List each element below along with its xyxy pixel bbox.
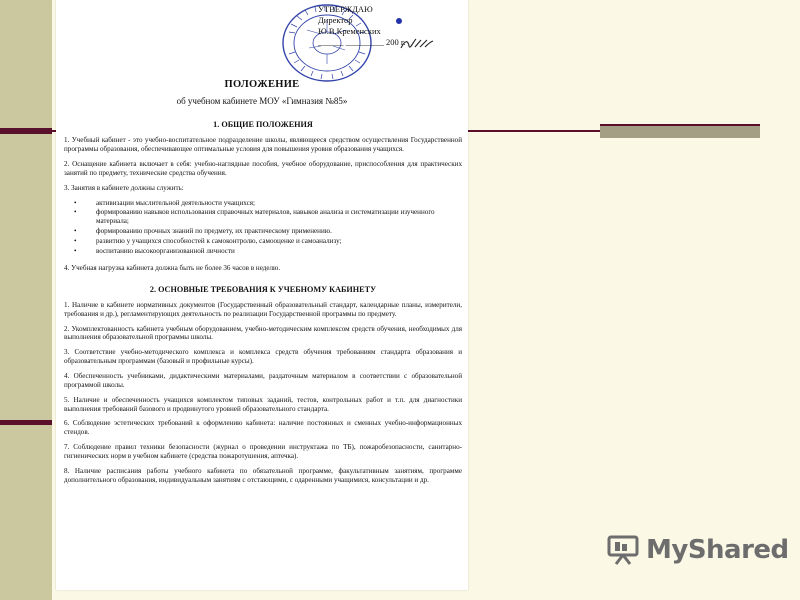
left-decor-band [0, 0, 52, 600]
list-item-text: развитию у учащихся способностей к самоконтролю, самооценке и самоанализу; [96, 236, 342, 245]
paragraph: 6. Соблюдение эстетических требований к оформлению кабинета: наличие постоянных и сменных учебно-информационных стендов. [64, 419, 462, 437]
section-2-title: 2. ОСНОВНЫЕ ТРЕБОВАНИЯ К УЧЕБНОМУ КАБИНЕТУ [149, 284, 377, 294]
approve-label: УТВЕРЖДАЮ [318, 4, 373, 14]
document-body [64, 120, 462, 491]
list-item-text: формированию прочных знаний по предмету, их практическому применению. [96, 227, 332, 236]
approve-date: ______ _________ 200 г. [318, 37, 406, 48]
list-item [74, 208, 462, 226]
paragraph: 4. Учебная нагрузка кабинета должна быть не более 36 часов в неделю. [64, 263, 281, 272]
rule-accent-line [600, 124, 760, 126]
list-item [74, 237, 462, 246]
approval-block [318, 4, 458, 48]
list-item-text: активизации мыслительной деятельности учащихся; [96, 198, 255, 207]
list-item [74, 247, 462, 256]
paragraph: 5. Наличие и обеспеченность учащихся комплектом типовых заданий, тестов, контрольных работ и т.п. для диагностики выполнения требований базового и продвинутого уровней образовательного стандарта. [64, 395, 462, 413]
bullet-icon: • [74, 198, 77, 207]
section-1-title: 1. ОБЩИЕ ПОЛОЖЕНИЯ [213, 120, 313, 129]
document-title: ПОЛОЖЕНИЕ [224, 79, 300, 90]
paragraph: 2. Укомплектованность кабинета учебным оборудованием, учебно-методическим комплексом средств обучения, необходимых для выполнения образовательной программы школы. [64, 324, 462, 342]
paragraph: 4. Обеспеченность учебниками, дидактическими материалами, раздаточным материалом в соответствии с образовательной программой школы. [64, 371, 462, 389]
document-page [56, 0, 468, 590]
approve-position: Директор [318, 15, 353, 26]
bullet-icon: • [74, 236, 77, 245]
rule-accent-block [600, 124, 760, 138]
paragraph: 1. Наличие в кабинете нормативных документов (Государственный образовательный стандарт, календарные планы, измерители, требования и др.), регламентирующих деятельность по реализации Государственной программы по предмету. [64, 300, 462, 318]
bullet-icon: • [74, 208, 77, 217]
approve-name: Ю.В.Кременских [318, 26, 381, 37]
bullet-icon: • [74, 227, 77, 236]
left-band-accent-bottom [0, 420, 52, 425]
paragraph: 1. Учебный кабинет - это учебно-воспитательное подразделение школы, являющееся средством осуществления Государственной программы образования, обеспечивающее оптимальные условия для повышения уровня образования учащихся. [64, 136, 462, 154]
signature-mark [399, 36, 435, 52]
logo-text: MyShared [646, 535, 789, 565]
paragraph: 7. Соблюдение правил техники безопасности (журнал о проведении инструктажа по ТБ), пожаробезопасности, санитарно-гигиенических норм в учебном кабинете (средства пожаротушения, аптечка). [64, 443, 462, 460]
list-item-text: воспитанию высокоорганизованной личности [96, 246, 235, 255]
paragraph: 3. Занятия в кабинете должны служить: [64, 183, 184, 192]
bullet-icon: • [74, 246, 77, 255]
list-item [74, 227, 462, 236]
site-logo [606, 535, 789, 565]
presentation-icon [606, 535, 640, 565]
document-subtitle: об учебном кабинете МОУ «Гимназия №85» [176, 96, 348, 106]
paragraph: 2. Оснащение кабинета включает в себя: учебно-наглядные пособия, учебное оборудование, приспособления для практических занятий по предмету, технические средства обучения. [64, 159, 462, 177]
paragraph: 3. Соответствие учебно-методического комплекса и комплекса средств обучения требованиям стандарта образования и образовательным программам (базовый и профильные курсы). [64, 348, 462, 366]
list-item [74, 199, 462, 208]
list-item-text: формированию навыков использования справочных материалов, навыков анализа и систематизации изученного материала; [96, 208, 435, 226]
paragraph: 8. Наличие расписания работы учебного кабинета по обязательной программе, факультативным занятиям, программе дополнительного образования, индивидуальным занятиям с отстающими, с одаренными учащимися, консультации и др. [64, 466, 462, 484]
